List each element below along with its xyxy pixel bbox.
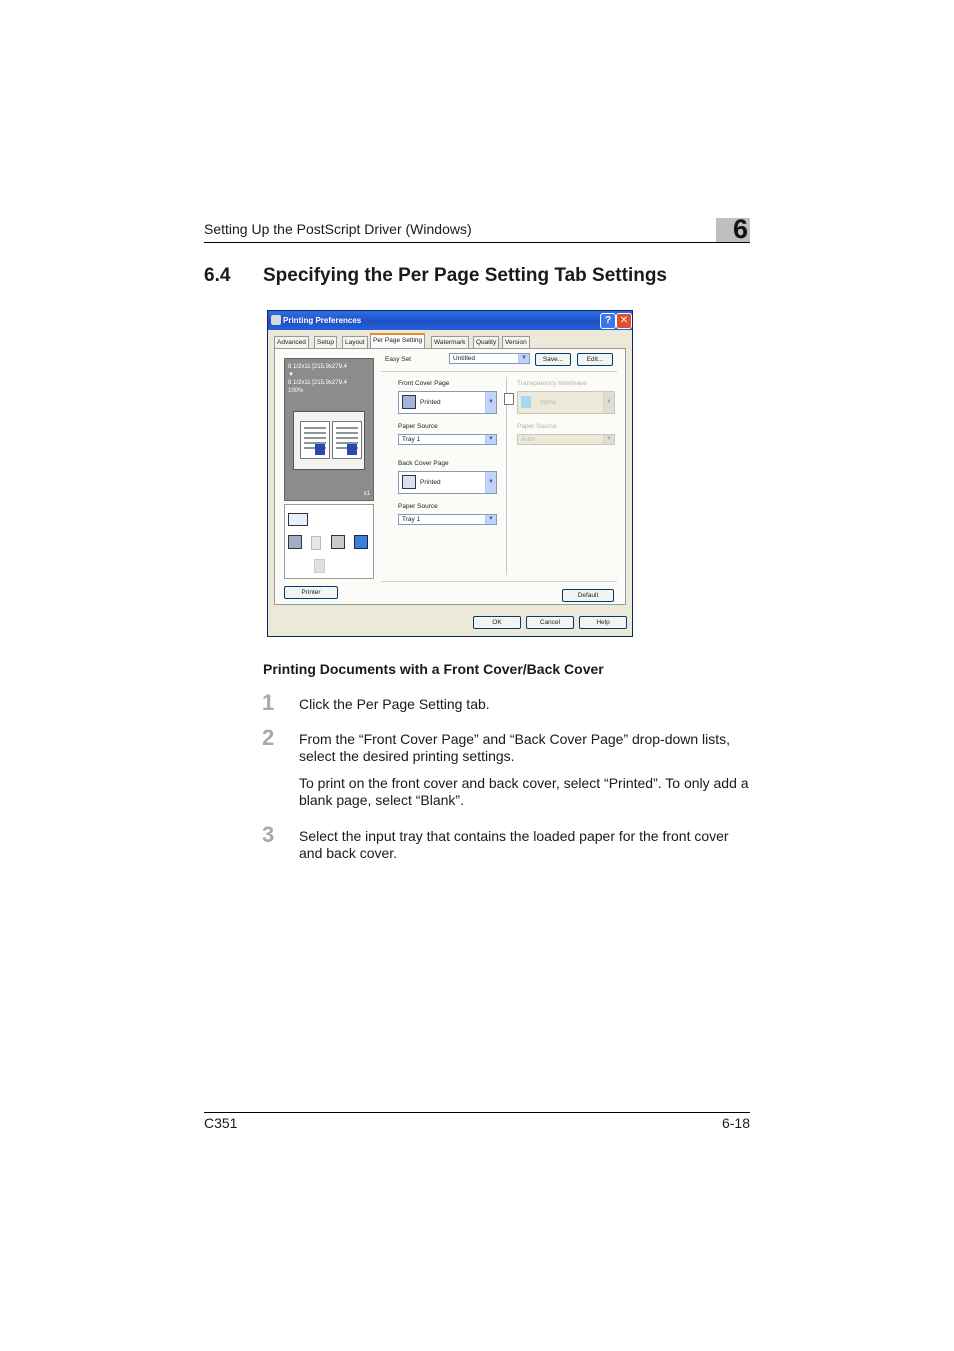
default-button[interactable]: Default: [562, 589, 614, 602]
step-number: 2: [262, 725, 275, 750]
preview-page-right: [332, 421, 362, 459]
text-icon: [354, 535, 368, 549]
printer-tray-icon: [288, 513, 308, 526]
save-button[interactable]: Save...: [535, 353, 571, 366]
running-header: Setting Up the PostScript Driver (Windows): [204, 221, 472, 237]
step-text: Select the input tray that contains the loaded paper for the front cover and back cover.: [299, 828, 729, 861]
interleave-label: Transparency Interleave: [517, 380, 587, 387]
dialog-titlebar: [268, 311, 632, 330]
chevron-down-icon: ▼: [603, 392, 614, 413]
back-cover-value: Printed: [420, 479, 441, 486]
interleave-value: None: [541, 399, 557, 406]
printer-button[interactable]: Printer: [284, 586, 338, 599]
step-number: 1: [262, 690, 275, 715]
column-divider: [506, 377, 507, 575]
blank-page-icon: [311, 536, 321, 550]
tab-version[interactable]: Version: [502, 336, 530, 348]
cover-page-icon: [402, 395, 416, 409]
chevron-down-icon: ▼: [485, 392, 496, 413]
divider: [381, 371, 617, 372]
page-icon: [314, 559, 325, 573]
interleave-info-icon: [504, 393, 514, 405]
chapter-number: 6: [732, 214, 748, 244]
chevron-down-icon: ▼: [603, 435, 614, 444]
chevron-down-icon: ▼: [485, 515, 496, 524]
front-cover-select[interactable]: [398, 391, 497, 414]
back-cover-label: Back Cover Page: [398, 460, 449, 467]
cover-page-icon: [402, 475, 416, 489]
interleave-select[interactable]: [517, 391, 615, 414]
section-number: 6.4: [204, 265, 231, 286]
easy-set-value: Untitled: [453, 355, 476, 362]
footer-page-number: 6-18: [721, 1115, 750, 1131]
interleave-source-value: Auto: [521, 436, 535, 443]
chevron-down-icon: ▼: [518, 354, 529, 363]
step-note: To print on the front cover and back cover, select “Printed”. To only add a blank page, select “Blank”.: [299, 775, 749, 808]
back-paper-source-value: Tray 1: [402, 516, 421, 523]
interleave-source-select[interactable]: [517, 434, 615, 445]
page-preview: [284, 358, 374, 501]
edit-button[interactable]: Edit...: [577, 353, 613, 366]
back-paper-source-select[interactable]: [398, 514, 497, 525]
subheading: Printing Documents with a Front Cover/Back Cover: [263, 661, 604, 677]
step-number: 3: [262, 822, 275, 847]
printing-preferences-dialog: [267, 310, 633, 637]
staple-icon: [331, 535, 345, 549]
back-paper-source-label: Paper Source: [398, 503, 438, 510]
chevron-down-icon: ▼: [485, 435, 496, 444]
footer-model: C351: [204, 1115, 238, 1131]
front-cover-value: Printed: [420, 399, 441, 406]
cover-icon: [288, 535, 302, 549]
ok-button[interactable]: OK: [473, 616, 521, 629]
tab-watermark[interactable]: Watermark: [431, 336, 469, 348]
function-icons-panel: [284, 504, 374, 579]
transparency-icon: [521, 396, 531, 408]
header-rule: [204, 242, 750, 243]
divider: [381, 581, 617, 582]
close-icon[interactable]: ✕: [616, 313, 632, 329]
section-title: Specifying the Per Page Setting Tab Settings: [263, 265, 668, 286]
preview-copies: x1: [363, 491, 370, 497]
tab-advanced[interactable]: Advanced: [274, 336, 309, 348]
preview-page-left: [300, 421, 330, 459]
tab-quality[interactable]: Quality: [473, 336, 499, 348]
chevron-down-icon: ▼: [485, 472, 496, 493]
easy-set-label: Easy Set: [385, 356, 412, 363]
tab-setup[interactable]: Setup: [314, 336, 337, 348]
front-paper-source-label: Paper Source: [398, 423, 438, 430]
tab-layout[interactable]: Layout: [342, 336, 368, 348]
dialog-title: Printing Preferences: [283, 316, 362, 325]
back-cover-select[interactable]: [398, 471, 497, 494]
step-text: Click the Per Page Setting tab.: [299, 696, 490, 712]
preview-pages: [293, 411, 365, 470]
cancel-button[interactable]: Cancel: [526, 616, 574, 629]
interleave-source-label: Paper Source: [517, 423, 557, 430]
front-paper-source-select[interactable]: [398, 434, 497, 445]
help-button[interactable]: Help: [579, 616, 627, 629]
footer-rule: [204, 1112, 750, 1113]
printer-icon: [271, 315, 281, 325]
step-text: From the “Front Cover Page” and “Back Cover Page” drop-down lists, select the desired printing settings.: [299, 731, 731, 764]
help-icon[interactable]: ?: [600, 313, 616, 329]
tab-per-page-setting[interactable]: Per Page Setting: [370, 333, 425, 349]
preview-paper-info: 8 1/2x11 [215.9x279.4 ▼ 8 1/2x11 [215.9x279.4 100%: [288, 364, 347, 394]
easy-set-select[interactable]: [449, 353, 530, 364]
front-paper-source-value: Tray 1: [402, 436, 421, 443]
front-cover-label: Front Cover Page: [398, 380, 450, 387]
